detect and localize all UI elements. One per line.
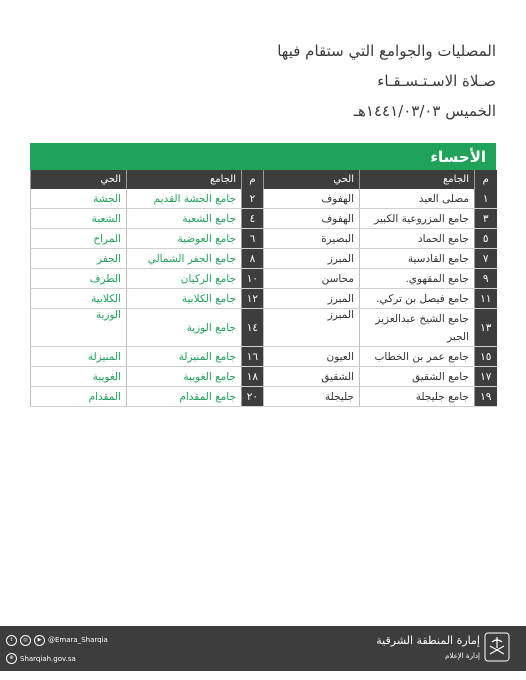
mosque-name: جامع المزروعية الكبير (360, 209, 475, 229)
mosque-name: جامع المنيزلة (127, 347, 242, 367)
mosque-name: جامع الجفر الشمالي (127, 249, 242, 269)
globe-icon: ⊕ (6, 653, 17, 664)
row-number: ٢ (242, 189, 264, 209)
website-row (6, 653, 108, 664)
row-number: ٩ (475, 269, 497, 289)
instagram-icon[interactable]: ◎ (20, 635, 31, 646)
footer-contacts (6, 634, 108, 664)
mosque-name: جامع الحماد (360, 229, 475, 249)
twitter-icon[interactable]: t (6, 635, 17, 646)
district-name: الغويبة (31, 367, 127, 387)
district-name: الهفوف (264, 189, 360, 209)
row-number: ١٩ (475, 387, 497, 407)
row-number: ١٢ (242, 289, 264, 309)
brand-name: إمارة المنطقة الشرقية (376, 634, 480, 647)
district-name: المبرز (264, 289, 360, 309)
header-num: م (242, 170, 264, 189)
row-number: ٥ (475, 229, 497, 249)
row-number: ١١ (475, 289, 497, 309)
row-number: ١٧ (475, 367, 497, 387)
row-number: ١٣ (475, 309, 497, 347)
table-row (31, 387, 497, 407)
mosque-name: جامع فيصل بن تركي. (360, 289, 475, 309)
website-link[interactable]: Sharqiah.gov.sa (20, 654, 76, 663)
mosque-name: جامع المقدام (127, 387, 242, 407)
mosque-name: جامع العوضية (127, 229, 242, 249)
row-number: ٧ (475, 249, 497, 269)
row-number: ١٦ (242, 347, 264, 367)
header-date: الخميس ١٤٤١/٠٣/٠٣هـ (353, 102, 496, 120)
district-name: المبرز (264, 309, 360, 347)
mosque-name: جامع الشقيق (360, 367, 475, 387)
table-header-row (31, 170, 497, 189)
district-name: الجشة (31, 189, 127, 209)
header-num: م (475, 170, 497, 189)
table-row (31, 269, 497, 289)
row-number: ١٥ (475, 347, 497, 367)
mosque-name: جامع المقهوي. (360, 269, 475, 289)
district-name: العيون (264, 347, 360, 367)
mosque-name: جامع الوزية (127, 309, 242, 347)
emblem-icon (484, 632, 510, 662)
table-row (31, 309, 497, 347)
table-row (31, 289, 497, 309)
row-number: ٢٠ (242, 387, 264, 407)
table-row (31, 189, 497, 209)
row-number: ٦ (242, 229, 264, 249)
mosque-name: جامع الركيان (127, 269, 242, 289)
social-handle[interactable]: @Emara_Sharqia (48, 636, 108, 644)
district-name: الكلابية (31, 289, 127, 309)
header (277, 36, 496, 126)
mosque-name: جامع القادسية (360, 249, 475, 269)
district-name: الطرف (31, 269, 127, 289)
row-number: ١٤ (242, 309, 264, 347)
mosque-name: جامع جليجلة (360, 387, 475, 407)
district-name: الوزية (31, 309, 127, 347)
table-row (31, 367, 497, 387)
row-number: ١ (475, 189, 497, 209)
footer (0, 626, 526, 671)
district-name: المبرز (264, 249, 360, 269)
mosque-name: جامع الجشة القديم (127, 189, 242, 209)
row-number: ١٨ (242, 367, 264, 387)
district-name: الهفوف (264, 209, 360, 229)
department-name: إدارة الإعلام (445, 652, 480, 660)
mosque-name: جامع الكلابية (127, 289, 242, 309)
district-name: المراح (31, 229, 127, 249)
mosque-name: مصلى العيد (360, 189, 475, 209)
mosque-name: جامع عمر بن الخطاب (360, 347, 475, 367)
header-district: الحي (31, 170, 127, 189)
table-row (31, 249, 497, 269)
district-name: محاسن (264, 269, 360, 289)
row-number: ٨ (242, 249, 264, 269)
district-name: جليجلة (264, 387, 360, 407)
header-prayer: صـلاة الاسـتـسـقـاء (377, 72, 496, 90)
district-name: الشقيق (264, 367, 360, 387)
table-row (31, 209, 497, 229)
mosque-name: جامع الغويبة (127, 367, 242, 387)
region-title: الأحساء (430, 148, 486, 166)
mosques-table (30, 170, 497, 407)
district-name: البصيرة (264, 229, 360, 249)
table-row (31, 347, 497, 367)
row-number: ١٠ (242, 269, 264, 289)
row-number: ٣ (475, 209, 497, 229)
district-name: المنيزلة (31, 347, 127, 367)
region-banner (30, 143, 496, 170)
social-row (6, 634, 108, 646)
header-mosque: الجامع (360, 170, 475, 189)
mosque-name: جامع الشيخ عبدالعزيز الجبر (360, 309, 475, 347)
footer-brand (376, 630, 510, 668)
district-name: الشعبة (31, 209, 127, 229)
table-row (31, 229, 497, 249)
header-district: الحي (264, 170, 360, 189)
header-mosque: الجامع (127, 170, 242, 189)
mosque-name: جامع الشعبة (127, 209, 242, 229)
district-name: المقدام (31, 387, 127, 407)
youtube-icon[interactable]: ▶ (34, 635, 45, 646)
district-name: الجفر (31, 249, 127, 269)
header-title: المصليات والجوامع التي ستقام فيها (277, 42, 496, 60)
row-number: ٤ (242, 209, 264, 229)
